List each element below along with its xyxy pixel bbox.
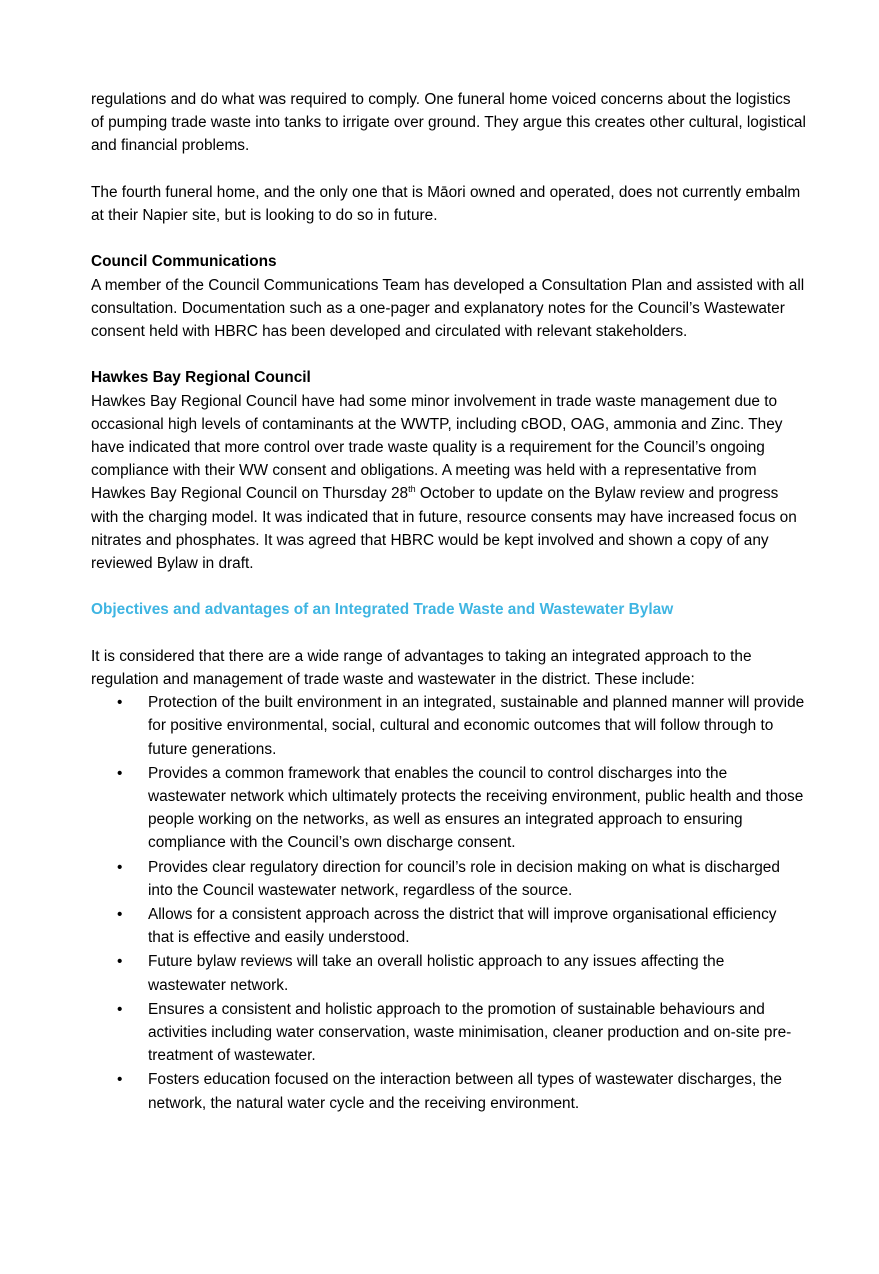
hbrc-ordinal-suffix: th: [408, 484, 416, 495]
list-item: [91, 691, 806, 761]
list-item: [91, 856, 806, 902]
heading-hbrc: Hawkes Bay Regional Council: [91, 369, 311, 387]
advantages-list: [91, 691, 806, 1115]
heading-council-communications: Council Communications: [91, 253, 277, 271]
paragraph-objectives-intro: It is considered that there are a wide range of advantages to taking an integrated approach to the regulation and management of trade waste and wastewater in the district. These include:: [91, 647, 752, 688]
list-item: [91, 1068, 806, 1114]
list-item: [91, 903, 806, 949]
list-item-text: Allows for a consistent approach across the district that will improve organisational efficiency that is effective and easily understood.: [148, 906, 777, 947]
heading-objectives: Objectives and advantages of an Integrated Trade Waste and Wastewater Bylaw: [91, 601, 674, 619]
list-item-text: Future bylaw reviews will take an overall holistic approach to any issues affecting the wastewater network.: [148, 953, 725, 994]
document-page: [91, 88, 806, 1116]
bullet-icon: •: [117, 858, 123, 876]
bullet-icon: •: [117, 764, 123, 782]
paragraph-gap: [91, 158, 806, 181]
list-item-text: Fosters education focused on the interaction between all types of wastewater discharges, the network, the natural water cycle and the receiving environment.: [148, 1071, 782, 1112]
paragraph-gap: [91, 227, 806, 250]
paragraph-gap: [91, 343, 806, 366]
bullet-icon: •: [117, 694, 123, 712]
paragraph-gap: [91, 575, 806, 598]
paragraph-fourth-funeral-home: The fourth funeral home, and the only one that is Māori owned and operated, does not currently embalm at their Napier site, but is looking to do so in future.: [91, 183, 801, 224]
list-item-text: Provides a common framework that enables the council to control discharges into the wastewater network which ultimately protects the receiving environment, public health and those people working on the networks, as well as ensures an integrated approach to ensuring compliance with the Council’s own discharge consent.: [148, 764, 804, 852]
list-item-text: Provides clear regulatory direction for council’s role in decision making on what is discharged into the Council wastewater network, regardless of the source.: [148, 858, 780, 899]
hbrc-text-part1: Hawkes Bay Regional Council have had some minor involvement in trade waste management due to occasional high levels of contaminants at the WWTP, including cBOD, OAG, ammonia and Zinc. They have indicated that more control over trade waste quality is a requirement for the Council’s ongoing compliance with their WW consent and obligations. A meeting was held with a representative from Hawkes Bay Regional Council on Thursday 28: [91, 392, 783, 503]
bullet-icon: •: [117, 953, 123, 971]
bullet-icon: •: [117, 1071, 123, 1089]
paragraph-hbrc: [91, 390, 806, 576]
list-item-text: Ensures a consistent and holistic approach to the promotion of sustainable behaviours and activities including water conservation, waste minimisation, cleaner production and on-site pre-treatment of wastewater.: [148, 1000, 792, 1065]
list-item: [91, 762, 806, 855]
list-item: [91, 998, 806, 1068]
list-item-text: Protection of the built environment in an integrated, sustainable and planned manner will provide for positive environmental, social, cultural and economic outcomes that will follow through to future generations.: [148, 694, 805, 758]
paragraph-funeral-homes: regulations and do what was required to comply. One funeral home voiced concerns about the logistics of pumping trade waste into tanks to irrigate over ground. They argue this creates other cultural, logistical and financial problems.: [91, 91, 806, 155]
paragraph-council-communications: A member of the Council Communications Team has developed a Consultation Plan and assisted with all consultation. Documentation such as a one-pager and explanatory notes for the Council’s Wastewater consent held with HBRC has been developed and circulated with relevant stakeholders.: [91, 276, 805, 340]
bullet-icon: •: [117, 906, 123, 924]
paragraph-gap: [91, 622, 806, 645]
bullet-icon: •: [117, 1000, 123, 1018]
hbrc-text-part2: October to update on the Bylaw review and progress with the charging model. It was indicated that in future, resource consents may have increased focus on nitrates and phosphates. It was agreed that HBRC would be kept involved and shown a copy of any reviewed Bylaw in draft.: [91, 485, 797, 573]
list-item: [91, 950, 806, 996]
